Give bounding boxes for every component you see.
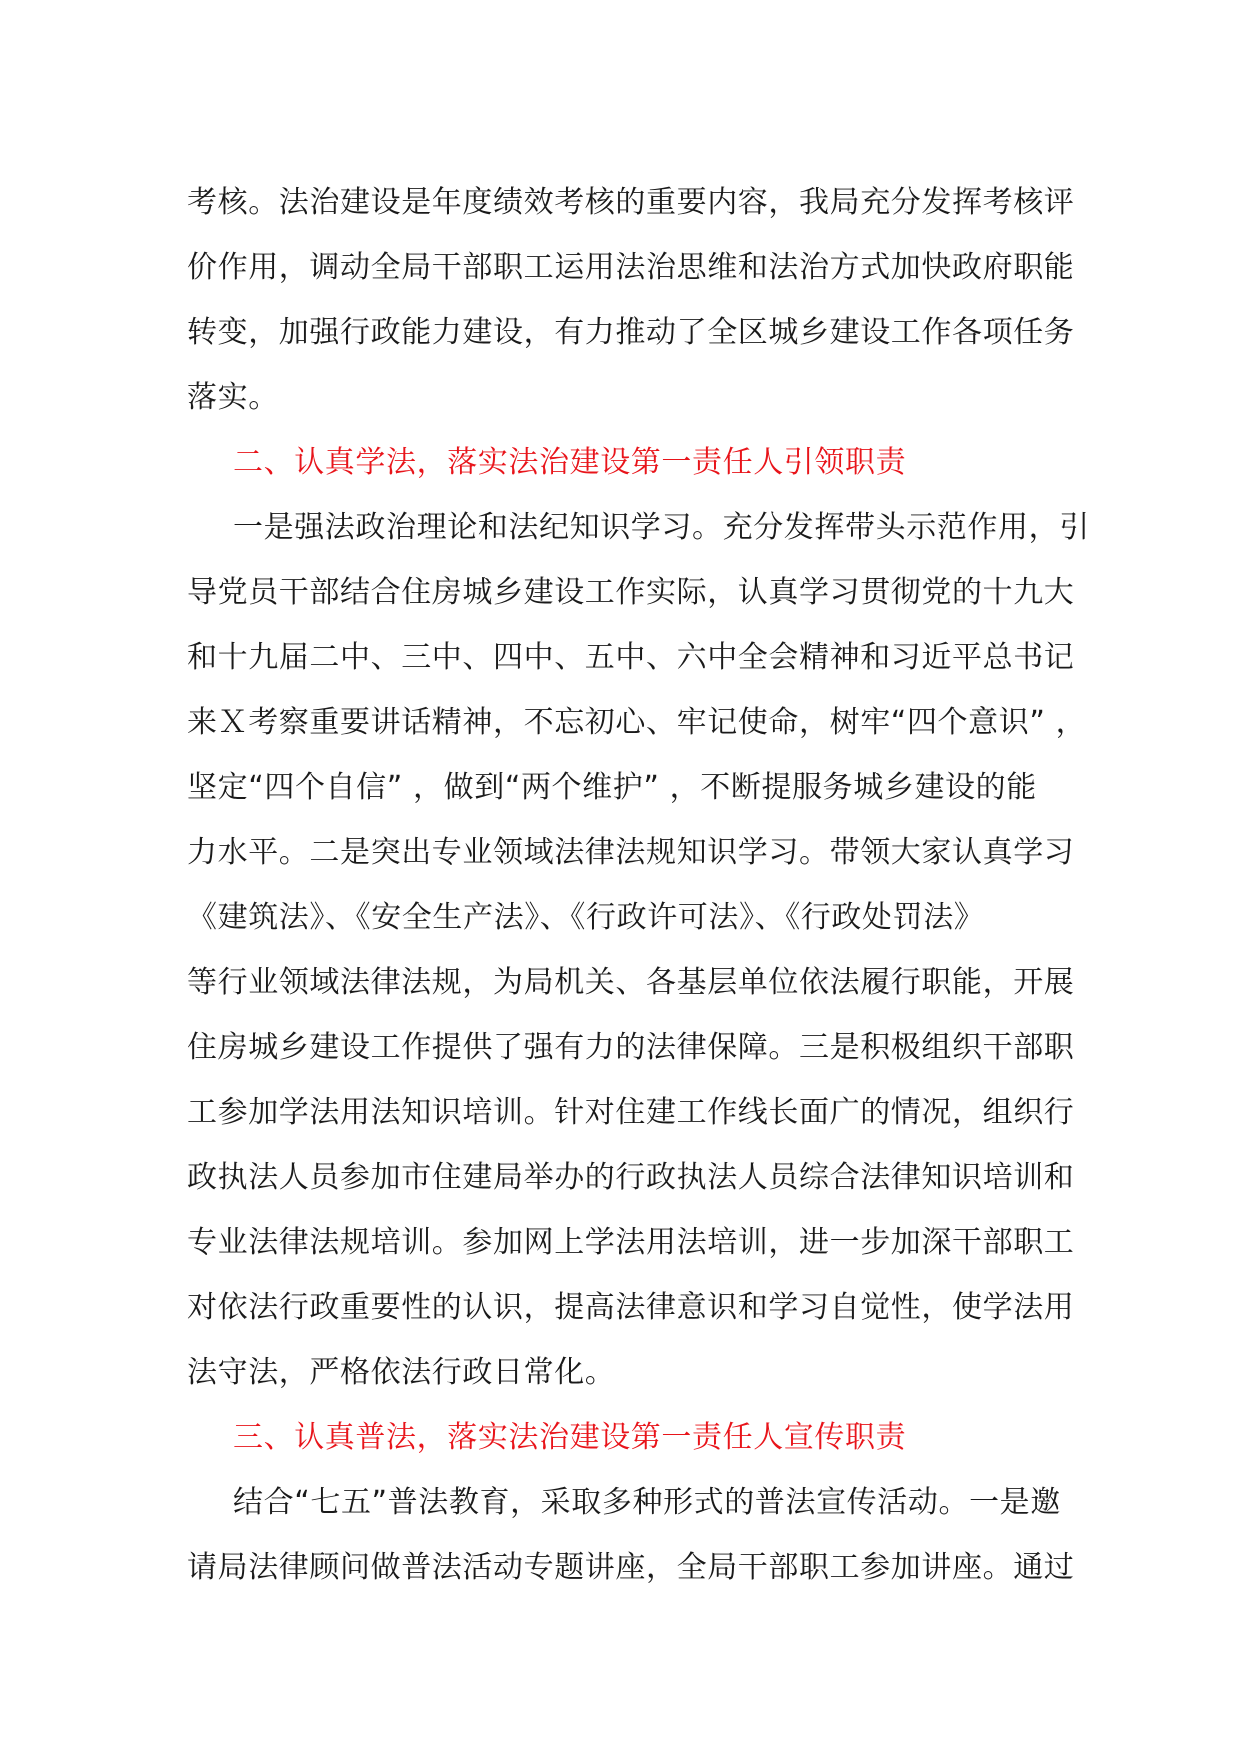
body-line: 等行业领域法律法规，为局机关、各基层单位依法履行职能，开展 — [187, 965, 1075, 1000]
body-line: 对依法行政重要性的认识，提高法律意识和学习自觉性，使学法用 — [187, 1290, 1075, 1325]
section-heading-3: 三、认真普法，落实法治建设第一责任人宣传职责 — [233, 1420, 907, 1455]
body-line: 政执法人员参加市住建局举办的行政执法人员综合法律知识培训和 — [187, 1160, 1075, 1195]
paragraph-start-line: 结合“七五”普法教育，采取多种形式的普法宣传活动。一是邀 — [233, 1485, 1061, 1520]
section-heading-2: 二、认真学法，落实法治建设第一责任人引领职责 — [233, 445, 907, 480]
body-line: 考核。法治建设是年度绩效考核的重要内容，我局充分发挥考核评 — [187, 185, 1075, 220]
body-line: 价作用，调动全局干部职工运用法治思维和法治方式加快政府职能 — [187, 250, 1075, 285]
paragraph-start-line: 一是强法政治理论和法纪知识学习。充分发挥带头示范作用，引 — [233, 510, 1090, 545]
body-line: 力水平。二是突出专业领域法律法规知识学习。带领大家认真学习 — [187, 835, 1075, 870]
body-line: 导党员干部结合住房城乡建设工作实际，认真学习贯彻党的十九大 — [187, 575, 1075, 610]
body-line: 法守法，严格依法行政日常化。 — [187, 1355, 616, 1390]
body-line: 坚定“四个自信” ，做到“两个维护” ，不断提服务城乡建设的能 — [187, 770, 1037, 805]
body-line: 转变，加强行政能力建设，有力推动了全区城乡建设工作各项任务 — [187, 315, 1075, 350]
body-line: 工参加学法用法知识培训。针对住建工作线长面广的情况，组织行 — [187, 1095, 1075, 1130]
body-line: 落实。 — [187, 380, 279, 415]
body-line: 《建筑法》、《安全生产法》、《行政许可法》、《行政处罚法》 — [187, 900, 985, 935]
body-line: 来Ｘ考察重要讲话精神，不忘初心、牢记使命，树牢“四个意识” ， — [187, 705, 1087, 740]
document-page — [187, 170, 1090, 1600]
body-line: 专业法律法规培训。参加网上学法用法培训，进一步加深干部职工 — [187, 1225, 1075, 1260]
body-line: 和十九届二中、三中、四中、五中、六中全会精神和习近平总书记 — [187, 640, 1075, 675]
body-line: 住房城乡建设工作提供了强有力的法律保障。三是积极组织干部职 — [187, 1030, 1075, 1065]
body-line: 请局法律顾问做普法活动专题讲座，全局干部职工参加讲座。通过 — [187, 1550, 1075, 1585]
